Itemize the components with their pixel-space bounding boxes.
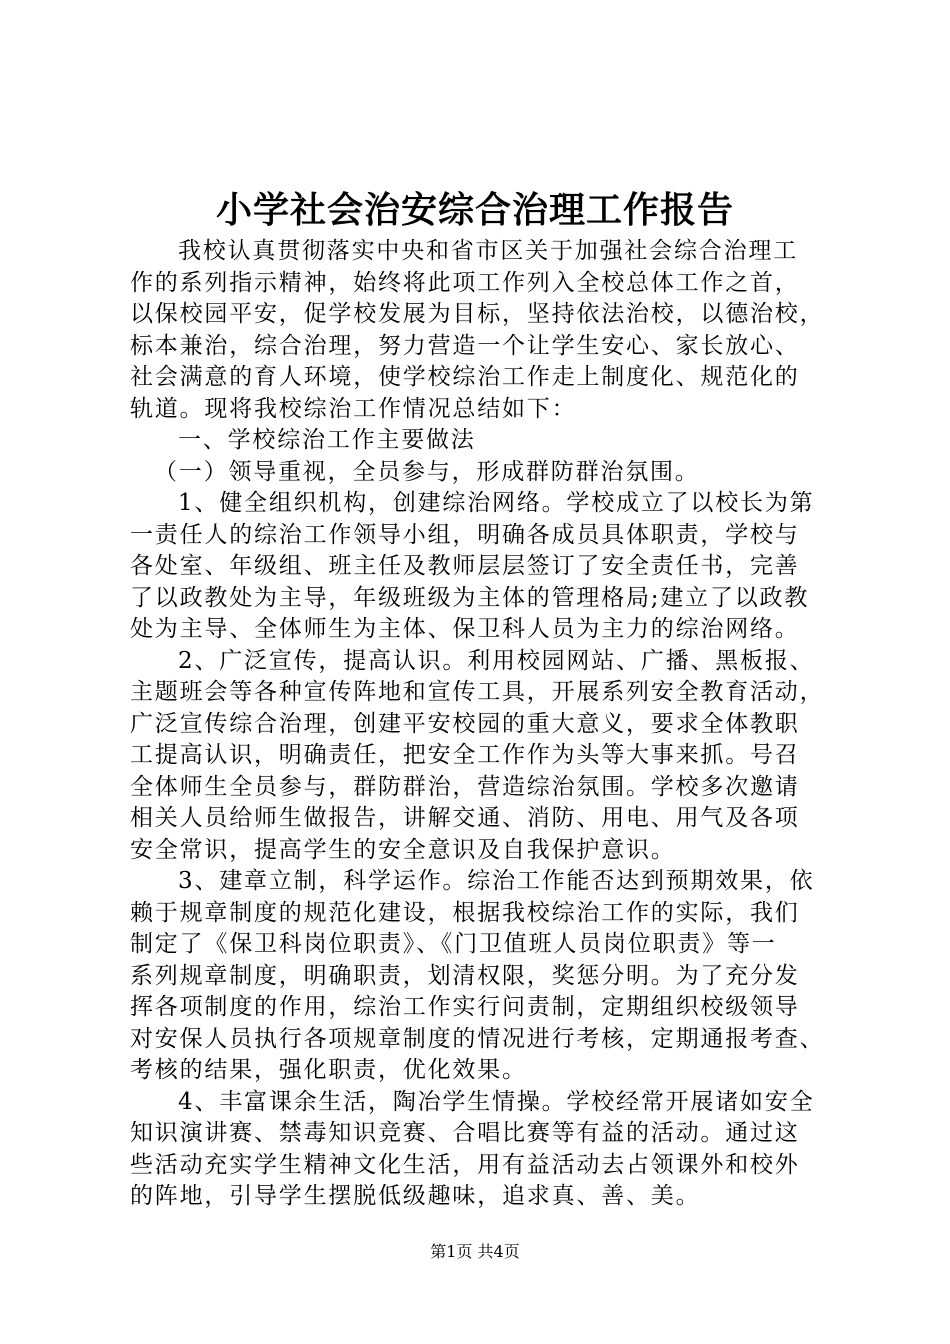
body-text-line: 赖于规章制度的规范化建设，根据我校综治工作的实际，我们: [130, 899, 800, 926]
body-text-line: 主题班会等各种宣传阵地和宣传工具，开展系列安全教育活动，: [130, 679, 825, 705]
body-text-line: 一、学校综治工作主要做法: [178, 427, 476, 453]
body-text-line: 各处室、年级组、班主任及教师层层签订了安全责任书，完善: [130, 553, 800, 579]
body-text-line: 4、丰富课余生活，陶冶学生情操。学校经常开展诸如安全: [178, 1088, 815, 1115]
body-text-line: 一责任人的综治工作领导小组，明确各成员具体职责，学校与: [130, 521, 800, 548]
body-text-line: 1、健全组织机构，创建综治网络。学校成立了以校长为第: [178, 490, 815, 516]
body-text-line: 全体师生全员参与，群防群治，营造综治氛围。学校多次邀请: [130, 773, 800, 800]
body-text-line: 了以政教处为主导，年级班级为主体的管理格局;建立了以政教: [130, 584, 810, 611]
body-text-line: 工提高认识，明确责任，把安全工作作为头等大事来抓。号召: [130, 742, 800, 768]
body-text-line: 的阵地，引导学生摆脱低级趣味，追求真、善、美。: [130, 1183, 701, 1209]
body-text-line: 作的系列指示精神，始终将此项工作列入全校总体工作之首，: [130, 269, 800, 296]
body-text-line: 考核的结果，强化职责，优化效果。: [130, 1057, 527, 1083]
body-text-line: 轨道。现将我校综治工作情况总结如下：: [130, 395, 577, 422]
body-text-line: （一）领导重视，全员参与，形成群防群治氛围。: [154, 458, 700, 485]
body-text-line: 制定了《保卫科岗位职责》、《门卫值班人员岗位职责》等一: [130, 931, 777, 957]
body-text-line: 处为主导、全体师生为主体、保卫科人员为主力的综治网络。: [130, 616, 800, 642]
body-text-line: 系列规章制度，明确职责，划清权限，奖惩分明。为了充分发: [130, 962, 800, 989]
body-text-line: 3、建章立制，科学运作。综治工作能否达到预期效果，依: [178, 868, 815, 894]
document-body: [130, 236, 850, 1213]
body-text-line: 安全常识，提高学生的安全意识及自我保护意识。: [130, 836, 676, 863]
document-title: 小学社会治安综合治理工作报告: [215, 189, 734, 231]
body-text-line: 广泛宣传综合治理，创建平安校园的重大意义，要求全体教职: [130, 710, 800, 737]
body-text-line: 相关人员给师生做报告，讲解交通、消防、用电、用气及各项: [130, 805, 800, 831]
body-text-line: 以保校园平安，促学校发展为目标，坚持依法治校，以德治校，: [130, 301, 825, 327]
body-text-line: 社会满意的育人环境，使学校综治工作走上制度化、规范化的: [130, 364, 800, 390]
body-text-line: 知识演讲赛、禁毒知识竞赛、合唱比赛等有益的活动。通过这: [130, 1120, 800, 1146]
body-text-line: 挥各项制度的作用，综治工作实行问责制，定期组织校级领导: [130, 994, 800, 1020]
body-text-line: 标本兼治，综合治理，努力营造一个让学生安心、家长放心、: [130, 332, 800, 359]
body-text-line: 些活动充实学生精神文化生活，用有益活动去占领课外和校外: [130, 1151, 800, 1178]
body-text-line: 对安保人员执行各项规章制度的情况进行考核，定期通报考查、: [130, 1025, 825, 1052]
page-footer: 第1页 共4页: [430, 1242, 520, 1261]
body-text-line: 我校认真贯彻落实中央和省市区关于加强社会综合治理工: [178, 238, 798, 264]
body-text-line: 2、广泛宣传，提高认识。利用校园网站、广播、黑板报、: [178, 647, 815, 674]
